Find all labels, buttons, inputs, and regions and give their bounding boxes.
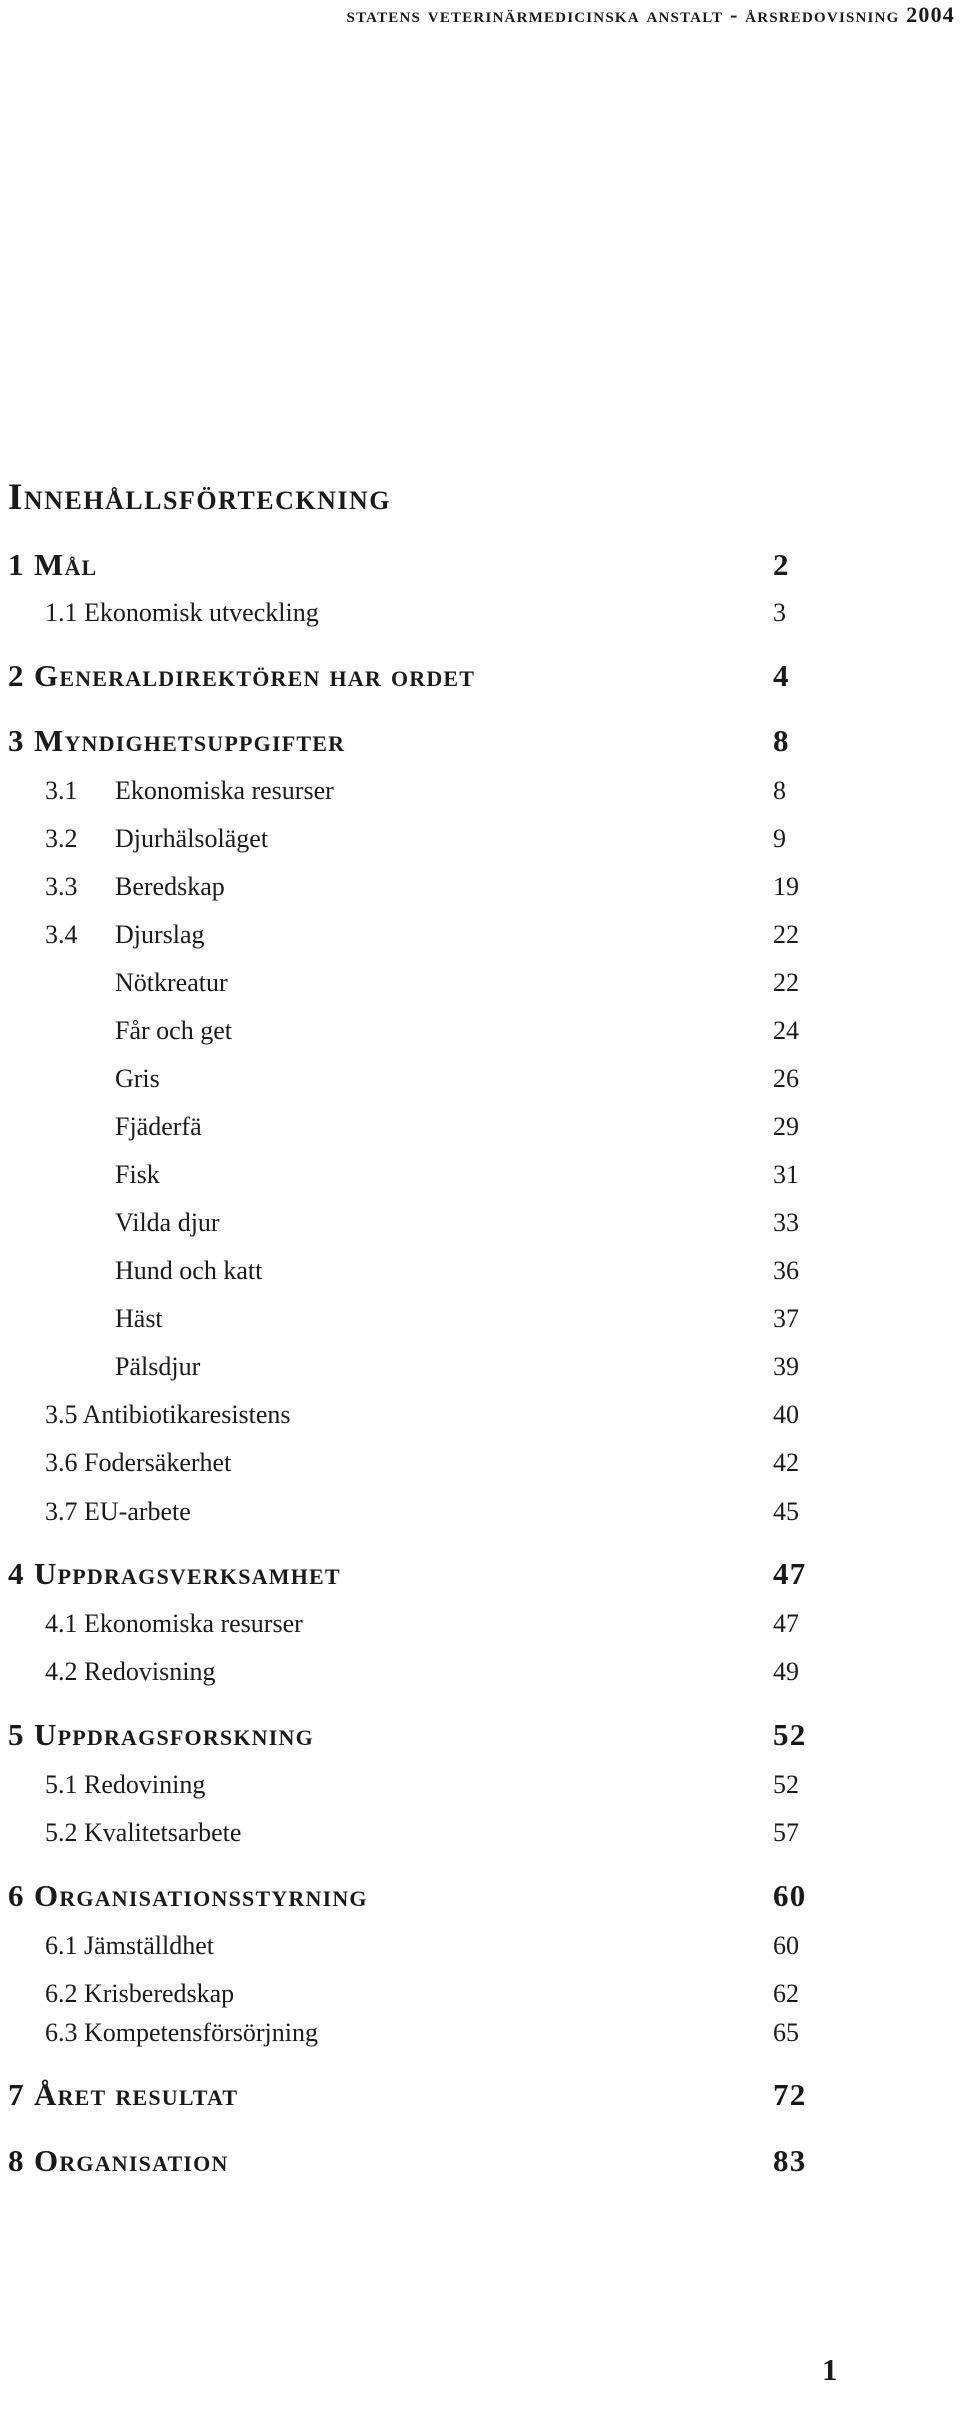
toc-entry-label: Myndighetsuppgifter <box>34 723 346 758</box>
toc-entry-label: Djurhälsoläget <box>115 824 269 853</box>
toc-entry-page: 8 <box>773 723 790 758</box>
toc-entry-number: 8 <box>8 2143 25 2178</box>
toc-entry[interactable] <box>0 862 960 902</box>
toc-entry-label <box>45 1770 205 1800</box>
toc-entry-page: 4 <box>773 658 790 693</box>
toc-entry[interactable] <box>0 1647 960 1687</box>
toc-entry[interactable] <box>0 1921 960 1961</box>
toc-entry-label: Hund och katt <box>115 1256 263 1285</box>
toc-entry[interactable] <box>0 766 960 806</box>
toc-entry[interactable] <box>0 1246 960 1286</box>
running-header: statens veterinärmedicinska anstalt - årsredovisning 2004 <box>346 2 955 27</box>
toc-entry-number: 3.5 <box>45 1400 78 1429</box>
toc-entry[interactable] <box>0 1390 960 1430</box>
toc-entry-text: Jämställdhet <box>84 1931 214 1960</box>
toc-entry-label: Organisationsstyrning <box>34 1878 368 1913</box>
toc-entry[interactable] <box>0 1487 960 1527</box>
toc-entry-text: Fodersäkerhet <box>84 1448 232 1477</box>
toc-entry-number: 2 <box>8 658 25 693</box>
toc-entry[interactable] <box>0 958 960 998</box>
toc-entry-number: 6.1 <box>45 1931 78 1960</box>
toc-entry[interactable] <box>0 1874 960 1914</box>
toc-entry-text: Redovining <box>84 1770 206 1799</box>
toc-entry[interactable] <box>0 1342 960 1382</box>
toc-entry-number: 5.1 <box>45 1770 78 1799</box>
toc-entry-page: 62 <box>773 1979 799 2008</box>
toc-entry-text: Ekonomisk utveckling <box>84 598 319 627</box>
toc-entry-page: 40 <box>773 1400 799 1429</box>
toc-entry-label <box>45 1818 241 1848</box>
toc-entry-number: 4.2 <box>45 1657 78 1686</box>
toc-entry[interactable] <box>0 1808 960 1848</box>
toc-entry-text: Ekonomiska resurser <box>84 1609 303 1638</box>
toc-entry-label <box>45 1497 191 1527</box>
toc-entry-page: 8 <box>773 776 786 805</box>
toc-entry-page: 9 <box>773 824 786 853</box>
toc-entry-label: Gris <box>115 1064 160 1093</box>
toc-entry-label: Nötkreatur <box>115 968 228 997</box>
toc-entry-number: 5 <box>8 1717 25 1752</box>
toc-entry-page: 39 <box>773 1352 799 1381</box>
toc-entry-page: 57 <box>773 1818 799 1847</box>
toc-entry-label <box>45 1400 291 1430</box>
toc-entry[interactable] <box>0 1969 960 2009</box>
toc-entry-page: 29 <box>773 1112 799 1141</box>
toc-entry-page: 31 <box>773 1160 799 1189</box>
toc-entry[interactable] <box>0 2073 960 2113</box>
toc-entry-page: 24 <box>773 1016 799 1045</box>
toc-entry-page: 52 <box>773 1717 807 1752</box>
toc-entry-text: Krisberedskap <box>84 1979 235 2008</box>
toc-entry-label <box>45 1448 231 1478</box>
toc-entry-page: 60 <box>773 1878 807 1913</box>
toc-entry-page: 36 <box>773 1256 799 1285</box>
toc-entry[interactable] <box>0 588 960 628</box>
toc-entry-label: Uppdragsforskning <box>34 1717 314 1752</box>
toc-entry-page: 72 <box>773 2077 807 2112</box>
toc-entry-number: 3.6 <box>45 1448 78 1477</box>
toc-entry-label: Uppdragsverksamhet <box>34 1556 341 1591</box>
toc-entry-label <box>45 1979 234 2009</box>
toc-entry-label: Organisation <box>34 2143 229 2178</box>
toc-entry-text: Redovisning <box>84 1657 216 1686</box>
toc-entry-text: Kvalitetsarbete <box>84 1818 242 1847</box>
toc-entry-number: 3.3 <box>45 872 78 901</box>
toc-entry-page: 60 <box>773 1931 799 1960</box>
toc-entry-text: Antibiotikaresistens <box>82 1400 291 1429</box>
toc-entry-page: 19 <box>773 872 799 901</box>
toc-entry[interactable] <box>0 1438 960 1478</box>
toc-entry-label: Djurslag <box>115 920 205 949</box>
toc-entry-page: 22 <box>773 968 799 997</box>
toc-entry-number: 6 <box>8 1878 25 1913</box>
toc-entry-number: 4 <box>8 1556 25 1591</box>
toc-entry-label: Året resultat <box>34 2077 239 2112</box>
toc-entry[interactable] <box>0 814 960 854</box>
toc-entry-page: 65 <box>773 2018 799 2047</box>
toc-entry-number: 3.7 <box>45 1497 78 1526</box>
toc-entry-page: 2 <box>773 547 790 582</box>
toc-entry[interactable] <box>0 2139 960 2179</box>
toc-entry-label <box>45 1657 215 1687</box>
toc-entry-label: Beredskap <box>115 872 225 901</box>
toc-entry-label: Fisk <box>115 1160 160 1189</box>
toc-entry[interactable] <box>0 1713 960 1753</box>
toc-entry-number: 6.2 <box>45 1979 78 2008</box>
toc-entry[interactable] <box>0 543 960 583</box>
toc-entry-label <box>45 1609 303 1639</box>
toc-entry-label <box>45 1931 214 1961</box>
toc-entry-number: 3.4 <box>45 920 78 949</box>
toc-entry-label <box>45 598 319 628</box>
toc-entry-page: 26 <box>773 1064 799 1093</box>
toc-entry-number: 1 <box>8 547 25 582</box>
toc-entry-text: EU-arbete <box>84 1497 191 1526</box>
toc-entry[interactable] <box>0 1102 960 1142</box>
toc-entry-page: 83 <box>773 2143 807 2178</box>
page-number: 1 <box>822 2352 838 2387</box>
toc-entry-label: Får och get <box>115 1016 232 1045</box>
toc-entry-page: 37 <box>773 1304 799 1333</box>
toc-entry-page: 49 <box>773 1657 799 1686</box>
toc-entry[interactable] <box>0 1294 960 1334</box>
toc-entry-number: 4.1 <box>45 1609 78 1638</box>
toc-entry[interactable] <box>0 1599 960 1639</box>
toc-entry-number: 3 <box>8 723 25 758</box>
toc-entry-page: 33 <box>773 1208 799 1237</box>
toc-entry[interactable] <box>0 1054 960 1094</box>
toc-entry[interactable] <box>0 2008 960 2048</box>
toc-entry-label: Mål <box>34 547 98 582</box>
toc-entry[interactable] <box>0 1760 960 1800</box>
toc-entry-label <box>45 2018 318 2048</box>
toc-entry[interactable] <box>0 654 960 694</box>
toc-entry[interactable] <box>0 910 960 950</box>
toc-entry-page: 47 <box>773 1609 799 1638</box>
toc-entry[interactable] <box>0 1006 960 1046</box>
toc-entry[interactable] <box>0 719 960 759</box>
toc-entry-label: Fjäderfä <box>115 1112 202 1141</box>
toc-title: Innehållsförteckning <box>8 477 391 518</box>
toc-entry-page: 47 <box>773 1556 807 1591</box>
toc-entry-label: Vilda djur <box>115 1208 220 1237</box>
toc-entry-label: Pälsdjur <box>115 1352 201 1381</box>
toc-entry-label: Generaldirektören har ordet <box>34 658 476 693</box>
toc-entry[interactable] <box>0 1150 960 1190</box>
toc-entry-number: 3.2 <box>45 824 78 853</box>
toc-entry-number: 1.1 <box>45 598 78 627</box>
toc-entry-page: 45 <box>773 1497 799 1526</box>
toc-entry[interactable] <box>0 1552 960 1592</box>
toc-entry-page: 22 <box>773 920 799 949</box>
toc-entry-page: 52 <box>773 1770 799 1799</box>
toc-entry-number: 5.2 <box>45 1818 78 1847</box>
toc-entry-number: 3.1 <box>45 776 78 805</box>
toc-entry-text: Kompetensförsörjning <box>84 2018 318 2047</box>
toc-entry-label: Häst <box>115 1304 163 1333</box>
toc-entry-number: 7 <box>8 2077 25 2112</box>
toc-entry-page: 3 <box>773 598 786 627</box>
toc-entry-number: 6.3 <box>45 2018 78 2047</box>
toc-entry-page: 42 <box>773 1448 799 1477</box>
toc-entry-label: Ekonomiska resurser <box>115 776 334 805</box>
toc-entry[interactable] <box>0 1198 960 1238</box>
